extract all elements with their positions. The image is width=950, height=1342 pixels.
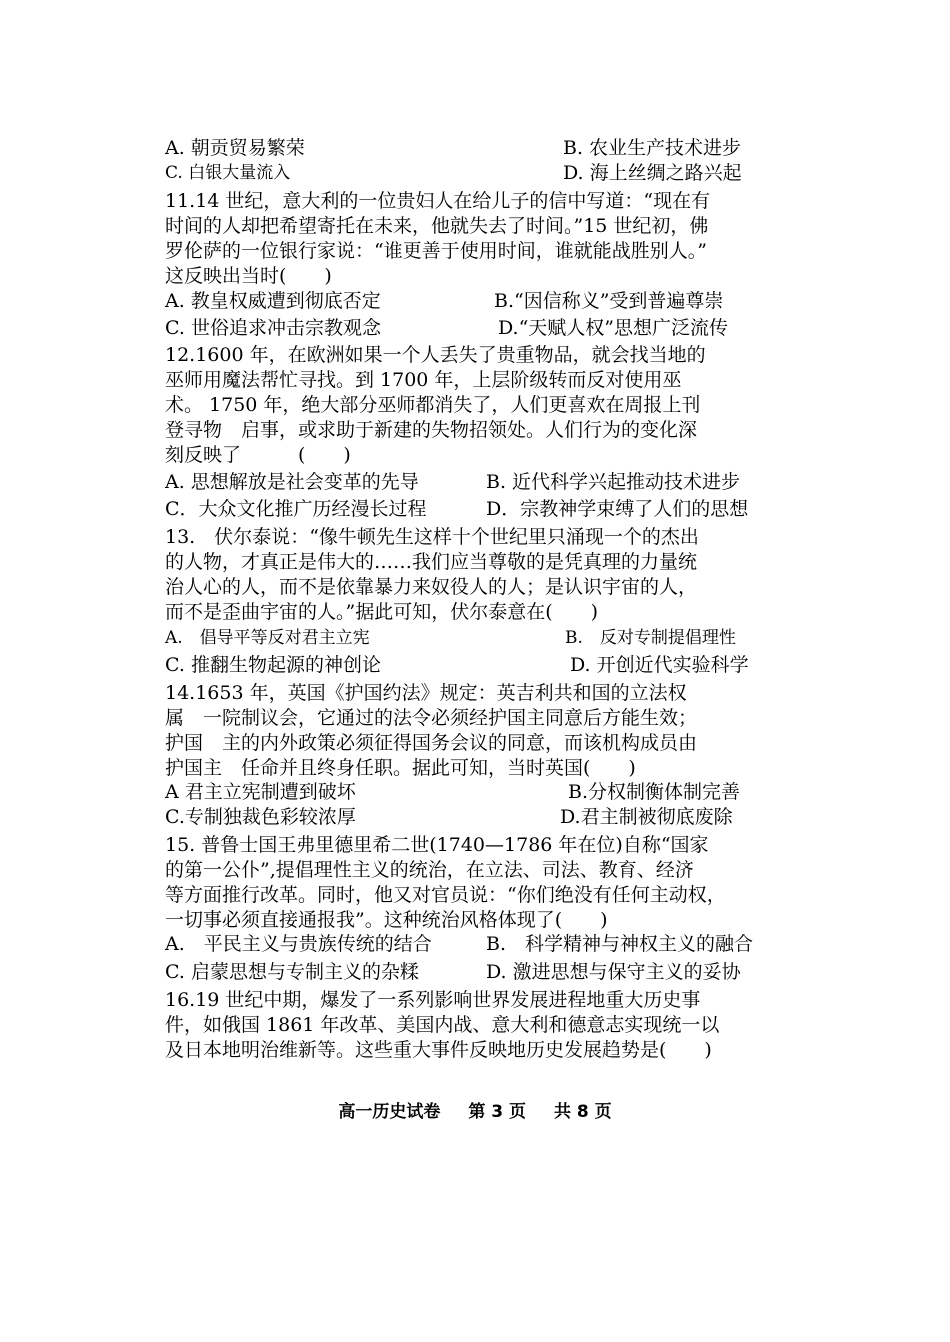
q12-stem-line-4: 登寻物 启事，或求助于新建的失物招领处。人们行为的变化深 bbox=[165, 419, 698, 441]
q12-stem-line-5: 刻反映了 ( ) bbox=[165, 444, 351, 466]
q15-option-c: C. 启蒙思想与专制主义的杂糅 bbox=[165, 961, 419, 983]
q11-option-d: D.“天赋人权”思想广泛流传 bbox=[498, 317, 729, 339]
q12-stem-line-1: 12.1600 年，在欧洲如果一个人丢失了贵重物品，就会找当地的 bbox=[165, 344, 706, 366]
q13-option-c: C. 推翻生物起源的神创论 bbox=[165, 654, 381, 676]
q10-option-b: B. 农业生产技术进步 bbox=[563, 137, 742, 159]
q12-option-d: D．宗教神学束缚了人们的思想 bbox=[486, 498, 749, 520]
q14-option-a: A 君主立宪制遭到破坏 bbox=[165, 781, 356, 803]
q12-stem-line-3: 术。 1750 年，绝大部分巫师都消失了，人们更喜欢在周报上刊 bbox=[165, 394, 701, 416]
q11-option-c: C. 世俗追求冲击宗教观念 bbox=[165, 317, 381, 339]
q14-option-d: D.君主制被彻底废除 bbox=[560, 806, 733, 828]
q13-option-b: B. 反对专制提倡理性 bbox=[565, 628, 736, 648]
q15-stem-line-3: 等方面推行改革。同时，他又对官员说：“你们绝没有任何主动权， bbox=[165, 884, 726, 906]
q14-stem-line-4: 护国主 任命并且终身任职。据此可知，当时英国( ) bbox=[165, 757, 636, 779]
q11-stem-line-2: 时间的人却把希望寄托在未来，他就失去了时间。”15 世纪初，佛 bbox=[165, 215, 709, 237]
q14-option-b: B.分权制衡体制完善 bbox=[568, 781, 741, 803]
q13-stem-line-3: 治人心的人，而不是依靠暴力来奴役人的人；是认识宇宙的人， bbox=[165, 576, 698, 598]
q16-stem-line-3: 及日本地明治维新等。这些重大事件反映地历史发展趋势是( ) bbox=[165, 1039, 712, 1061]
q14-stem-line-3: 护国 主的内外政策必须征得国务会议的同意，而该机构成员由 bbox=[165, 732, 698, 754]
q11-option-a: A. 教皇权威遭到彻底否定 bbox=[165, 290, 381, 312]
q11-stem-line-3: 罗伦萨的一位银行家说：“谁更善于使用时间，谁就能战胜别人。” bbox=[165, 240, 707, 262]
q13-stem-line-2: 的人物，才真正是伟大的……我们应当尊敬的是凭真理的力量统 bbox=[165, 551, 698, 573]
q14-stem-line-1: 14.1653 年，英国《护国约法》规定：英吉利共和国的立法权 bbox=[165, 682, 687, 704]
q16-stem-line-1: 16.19 世纪中期，爆发了一系列影响世界发展进程地重大历史事 bbox=[165, 989, 701, 1011]
q11-option-b: B.“因信称义”受到普遍尊崇 bbox=[494, 290, 724, 312]
q14-stem-line-2: 属 一院制议会，它通过的法令必须经护国主同意后方能生效； bbox=[165, 707, 698, 729]
q15-stem-line-2: 的第一公仆”,提倡理性主义的统治，在立法、司法、教育、经济 bbox=[165, 859, 694, 881]
footer-exam-title: 高一历史试卷 bbox=[338, 1102, 441, 1122]
q13-stem-line-4: 而不是歪曲宇宙的人。”据此可知，伏尔泰意在( ) bbox=[165, 601, 599, 623]
q11-stem-line-4: 这反映出当时( ) bbox=[165, 265, 332, 287]
q10-option-d: D. 海上丝绸之路兴起 bbox=[563, 162, 742, 184]
q12-stem-line-2: 巫师用魔法帮忙寻找。到 1700 年，上层阶级转而反对使用巫 bbox=[165, 369, 682, 391]
footer-page-total: 共 8 页 bbox=[554, 1102, 612, 1122]
q12-option-b: B. 近代科学兴起推动技术进步 bbox=[486, 471, 741, 493]
q15-stem-line-1: 15. 普鲁士国王弗里德里希二世(1740—1786 年在位)自称“国家 bbox=[165, 834, 709, 856]
q10-option-a: A. 朝贡贸易繁荣 bbox=[165, 137, 305, 159]
q16-stem-line-2: 件，如俄国 1861 年改革、美国内战、意大利和德意志实现统一以 bbox=[165, 1014, 720, 1036]
q13-option-d: D. 开创近代实验科学 bbox=[570, 654, 749, 676]
q15-option-b: B. 科学精神与神权主义的融合 bbox=[486, 933, 754, 955]
page-footer bbox=[0, 1097, 950, 1122]
q14-option-c: C.专制独裁色彩较浓厚 bbox=[165, 806, 356, 828]
footer-page-number: 第 3 页 bbox=[468, 1102, 526, 1122]
q13-stem-line-1: 13. 伏尔泰说：“像牛顿先生这样十个世纪里只涌现一个的杰出 bbox=[165, 526, 699, 548]
q10-option-c: C. 白银大量流入 bbox=[165, 163, 291, 183]
q11-stem-line-1: 11.14 世纪，意大利的一位贵妇人在给儿子的信中写道：“现在有 bbox=[165, 190, 711, 212]
q12-option-c: C．大众文化推广历经漫长过程 bbox=[165, 498, 427, 520]
q12-option-a: A. 思想解放是社会变革的先导 bbox=[165, 471, 419, 493]
q15-option-a: A. 平民主义与贵族传统的结合 bbox=[165, 933, 432, 955]
q13-option-a: A. 倡导平等反对君主立宪 bbox=[165, 628, 370, 648]
q15-option-d: D. 激进思想与保守主义的妥协 bbox=[486, 961, 741, 983]
q15-stem-line-4: 一切事必须直接通报我”。这种统治风格体现了( ) bbox=[165, 909, 608, 931]
